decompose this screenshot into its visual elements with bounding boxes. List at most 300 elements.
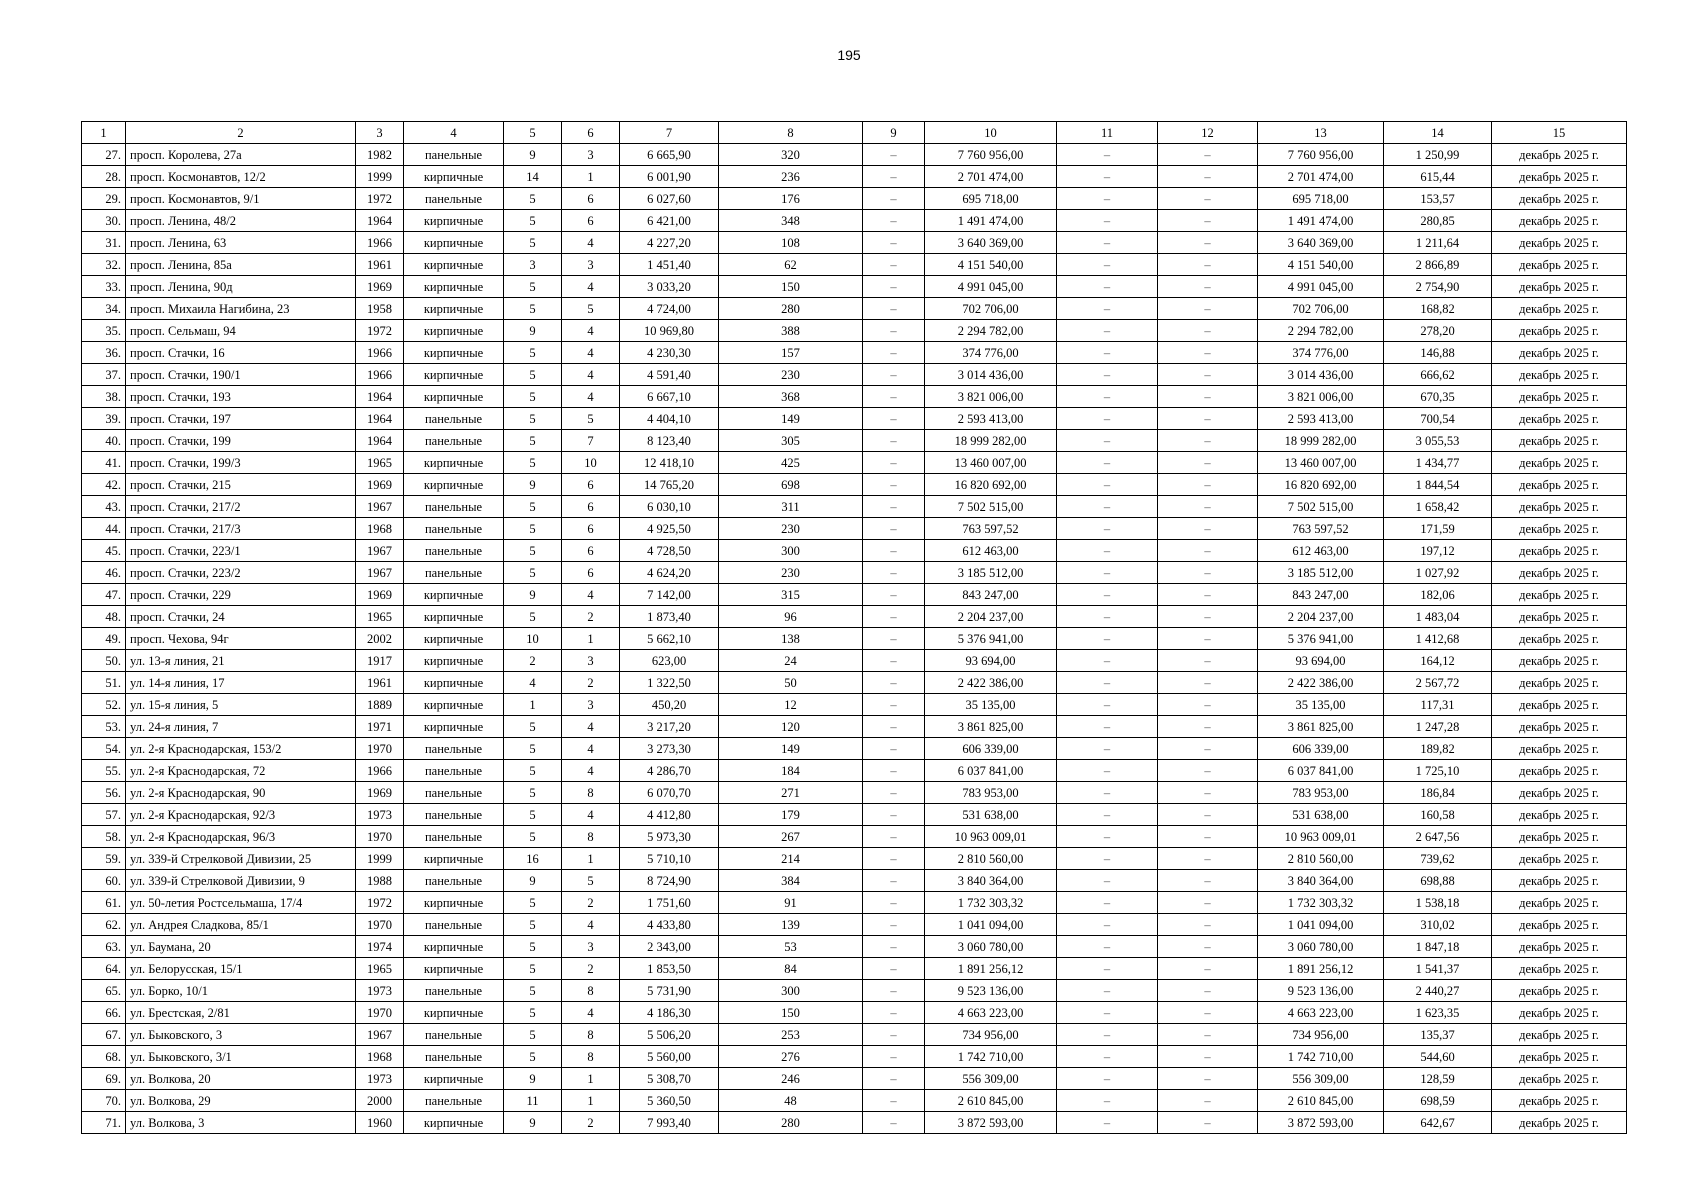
cell-entrances: 3 (562, 650, 620, 672)
cell-year-built: 1967 (356, 496, 404, 518)
header-cell: 8 (719, 122, 863, 144)
header-cell: 2 (126, 122, 356, 144)
cell-col-9: – (863, 1046, 925, 1068)
cell-entrances: 7 (562, 430, 620, 452)
cell-year-built: 1969 (356, 276, 404, 298)
cell-residents: 246 (719, 1068, 863, 1090)
cell-cost-per-sqm: 1 847,18 (1384, 936, 1492, 958)
table-row (82, 364, 1627, 386)
cell-cost-total-2: 1 891 256,12 (1258, 958, 1384, 980)
cell-cost-total-2: 18 999 282,00 (1258, 430, 1384, 452)
table-row (82, 562, 1627, 584)
cell-completion-date: декабрь 2025 г. (1492, 760, 1627, 782)
cell-cost-per-sqm: 698,59 (1384, 1090, 1492, 1112)
cell-row-number: 30. (82, 210, 126, 232)
cell-col-11: – (1057, 782, 1158, 804)
cell-col-12: – (1158, 452, 1258, 474)
table-row (82, 1112, 1627, 1134)
cell-col-9: – (863, 848, 925, 870)
header-cell: 10 (925, 122, 1057, 144)
header-cell: 13 (1258, 122, 1384, 144)
cell-entrances: 8 (562, 1046, 620, 1068)
cell-completion-date: декабрь 2025 г. (1492, 276, 1627, 298)
cell-col-12: – (1158, 408, 1258, 430)
header-cell: 12 (1158, 122, 1258, 144)
cell-floors: 5 (504, 496, 562, 518)
cell-wall-material: панельные (404, 980, 504, 1002)
cell-total-cost: 6 037 841,00 (925, 760, 1057, 782)
cell-entrances: 1 (562, 848, 620, 870)
cell-col-12: – (1158, 254, 1258, 276)
cell-cost-per-sqm: 642,67 (1384, 1112, 1492, 1134)
cell-residents: 138 (719, 628, 863, 650)
cell-cost-per-sqm: 1 027,92 (1384, 562, 1492, 584)
cell-entrances: 3 (562, 144, 620, 166)
table-row (82, 672, 1627, 694)
cell-col-11: – (1057, 298, 1158, 320)
cell-row-number: 57. (82, 804, 126, 826)
cell-residents: 300 (719, 980, 863, 1002)
cell-row-number: 51. (82, 672, 126, 694)
cell-total-cost: 2 701 474,00 (925, 166, 1057, 188)
cell-col-9: – (863, 1024, 925, 1046)
cell-cost-total-2: 9 523 136,00 (1258, 980, 1384, 1002)
cell-address: просп. Чехова, 94г (126, 628, 356, 650)
cell-col-12: – (1158, 540, 1258, 562)
cell-cost-total-2: 1 491 474,00 (1258, 210, 1384, 232)
cell-wall-material: кирпичные (404, 254, 504, 276)
cell-total-area: 450,20 (620, 694, 719, 716)
cell-address: ул. 13-я линия, 21 (126, 650, 356, 672)
cell-col-9: – (863, 408, 925, 430)
cell-wall-material: кирпичные (404, 628, 504, 650)
cell-address: ул. Волкова, 20 (126, 1068, 356, 1090)
cell-total-area: 4 227,20 (620, 232, 719, 254)
cell-col-12: – (1158, 1046, 1258, 1068)
cell-cost-total-2: 2 204 237,00 (1258, 606, 1384, 628)
cell-floors: 5 (504, 738, 562, 760)
cell-col-12: – (1158, 760, 1258, 782)
cell-total-area: 12 418,10 (620, 452, 719, 474)
cell-cost-per-sqm: 182,06 (1384, 584, 1492, 606)
cell-wall-material: кирпичные (404, 364, 504, 386)
cell-address: просп. Ленина, 63 (126, 232, 356, 254)
cell-address: просп. Михаила Нагибина, 23 (126, 298, 356, 320)
cell-row-number: 47. (82, 584, 126, 606)
cell-col-12: – (1158, 672, 1258, 694)
cell-completion-date: декабрь 2025 г. (1492, 1002, 1627, 1024)
cell-floors: 11 (504, 1090, 562, 1112)
cell-cost-per-sqm: 1 844,54 (1384, 474, 1492, 496)
cell-completion-date: декабрь 2025 г. (1492, 936, 1627, 958)
cell-completion-date: декабрь 2025 г. (1492, 694, 1627, 716)
cell-floors: 5 (504, 364, 562, 386)
cell-entrances: 6 (562, 540, 620, 562)
cell-address: ул. 2-я Краснодарская, 90 (126, 782, 356, 804)
table-row (82, 166, 1627, 188)
cell-col-12: – (1158, 1090, 1258, 1112)
cell-wall-material: панельные (404, 144, 504, 166)
cell-col-9: – (863, 914, 925, 936)
cell-year-built: 1964 (356, 430, 404, 452)
cell-completion-date: декабрь 2025 г. (1492, 826, 1627, 848)
cell-col-9: – (863, 958, 925, 980)
table-row (82, 210, 1627, 232)
cell-residents: 176 (719, 188, 863, 210)
cell-year-built: 1961 (356, 254, 404, 276)
cell-year-built: 1970 (356, 914, 404, 936)
cell-entrances: 8 (562, 826, 620, 848)
cell-total-cost: 702 706,00 (925, 298, 1057, 320)
cell-year-built: 1969 (356, 584, 404, 606)
cell-col-12: – (1158, 474, 1258, 496)
cell-residents: 139 (719, 914, 863, 936)
cell-col-12: – (1158, 782, 1258, 804)
cell-total-cost: 695 718,00 (925, 188, 1057, 210)
cell-col-12: – (1158, 496, 1258, 518)
cell-wall-material: кирпичные (404, 650, 504, 672)
cell-col-9: – (863, 650, 925, 672)
cell-completion-date: декабрь 2025 г. (1492, 980, 1627, 1002)
cell-col-11: – (1057, 408, 1158, 430)
cell-year-built: 1982 (356, 144, 404, 166)
cell-total-cost: 18 999 282,00 (925, 430, 1057, 452)
cell-completion-date: декабрь 2025 г. (1492, 606, 1627, 628)
cell-entrances: 6 (562, 474, 620, 496)
cell-col-11: – (1057, 628, 1158, 650)
cell-cost-total-2: 2 610 845,00 (1258, 1090, 1384, 1112)
cell-address: просп. Стачки, 229 (126, 584, 356, 606)
cell-entrances: 4 (562, 584, 620, 606)
cell-residents: 276 (719, 1046, 863, 1068)
cell-row-number: 37. (82, 364, 126, 386)
cell-col-9: – (863, 1090, 925, 1112)
table-row (82, 342, 1627, 364)
table-row (82, 738, 1627, 760)
cell-total-area: 6 001,90 (620, 166, 719, 188)
cell-cost-per-sqm: 1 247,28 (1384, 716, 1492, 738)
cell-cost-total-2: 3 872 593,00 (1258, 1112, 1384, 1134)
cell-col-9: – (863, 892, 925, 914)
cell-cost-total-2: 2 593 413,00 (1258, 408, 1384, 430)
cell-col-11: – (1057, 672, 1158, 694)
cell-floors: 5 (504, 716, 562, 738)
cell-wall-material: панельные (404, 518, 504, 540)
cell-completion-date: декабрь 2025 г. (1492, 1112, 1627, 1134)
cell-row-number: 31. (82, 232, 126, 254)
cell-year-built: 1988 (356, 870, 404, 892)
cell-col-9: – (863, 166, 925, 188)
cell-row-number: 67. (82, 1024, 126, 1046)
cell-row-number: 32. (82, 254, 126, 276)
cell-col-12: – (1158, 738, 1258, 760)
cell-col-9: – (863, 694, 925, 716)
table-row (82, 1046, 1627, 1068)
cell-floors: 5 (504, 210, 562, 232)
cell-floors: 5 (504, 958, 562, 980)
cell-floors: 5 (504, 782, 562, 804)
cell-col-11: – (1057, 716, 1158, 738)
cell-row-number: 56. (82, 782, 126, 804)
cell-col-11: – (1057, 518, 1158, 540)
cell-floors: 5 (504, 826, 562, 848)
cell-row-number: 59. (82, 848, 126, 870)
cell-year-built: 1970 (356, 738, 404, 760)
cell-col-12: – (1158, 342, 1258, 364)
cell-col-11: – (1057, 694, 1158, 716)
cell-residents: 253 (719, 1024, 863, 1046)
cell-total-area: 1 322,50 (620, 672, 719, 694)
cell-cost-per-sqm: 280,85 (1384, 210, 1492, 232)
cell-address: ул. 2-я Краснодарская, 72 (126, 760, 356, 782)
housing-table (81, 121, 1627, 1134)
cell-cost-total-2: 734 956,00 (1258, 1024, 1384, 1046)
cell-wall-material: кирпичные (404, 1112, 504, 1134)
table-row (82, 1090, 1627, 1112)
cell-cost-total-2: 5 376 941,00 (1258, 628, 1384, 650)
cell-row-number: 45. (82, 540, 126, 562)
cell-residents: 214 (719, 848, 863, 870)
cell-col-9: – (863, 1112, 925, 1134)
cell-cost-per-sqm: 2 440,27 (1384, 980, 1492, 1002)
cell-cost-per-sqm: 2 866,89 (1384, 254, 1492, 276)
cell-col-9: – (863, 584, 925, 606)
cell-col-9: – (863, 232, 925, 254)
cell-floors: 5 (504, 276, 562, 298)
cell-cost-per-sqm: 1 658,42 (1384, 496, 1492, 518)
cell-total-cost: 734 956,00 (925, 1024, 1057, 1046)
cell-total-cost: 4 991 045,00 (925, 276, 1057, 298)
cell-row-number: 53. (82, 716, 126, 738)
cell-col-9: – (863, 540, 925, 562)
cell-address: ул. Белорусская, 15/1 (126, 958, 356, 980)
cell-floors: 5 (504, 606, 562, 628)
cell-cost-total-2: 612 463,00 (1258, 540, 1384, 562)
cell-address: ул. Быковского, 3 (126, 1024, 356, 1046)
header-cell: 7 (620, 122, 719, 144)
cell-address: просп. Ленина, 90д (126, 276, 356, 298)
cell-completion-date: декабрь 2025 г. (1492, 650, 1627, 672)
cell-total-area: 14 765,20 (620, 474, 719, 496)
cell-floors: 9 (504, 1068, 562, 1090)
cell-col-11: – (1057, 496, 1158, 518)
cell-floors: 5 (504, 1046, 562, 1068)
cell-total-area: 4 433,80 (620, 914, 719, 936)
cell-row-number: 69. (82, 1068, 126, 1090)
cell-wall-material: панельные (404, 1090, 504, 1112)
cell-col-11: – (1057, 892, 1158, 914)
table-row (82, 848, 1627, 870)
cell-floors: 5 (504, 1024, 562, 1046)
cell-residents: 280 (719, 298, 863, 320)
cell-total-area: 5 710,10 (620, 848, 719, 870)
cell-row-number: 28. (82, 166, 126, 188)
cell-col-11: – (1057, 826, 1158, 848)
table-row (82, 804, 1627, 826)
cell-floors: 5 (504, 936, 562, 958)
cell-floors: 5 (504, 980, 562, 1002)
cell-cost-total-2: 2 810 560,00 (1258, 848, 1384, 870)
cell-entrances: 5 (562, 870, 620, 892)
cell-floors: 10 (504, 628, 562, 650)
cell-residents: 149 (719, 408, 863, 430)
cell-col-12: – (1158, 320, 1258, 342)
cell-col-9: – (863, 1002, 925, 1024)
cell-row-number: 35. (82, 320, 126, 342)
cell-col-11: – (1057, 474, 1158, 496)
cell-residents: 62 (719, 254, 863, 276)
cell-col-12: – (1158, 804, 1258, 826)
cell-col-12: – (1158, 562, 1258, 584)
cell-total-area: 6 070,70 (620, 782, 719, 804)
cell-residents: 91 (719, 892, 863, 914)
cell-address: просп. Стачки, 217/3 (126, 518, 356, 540)
cell-wall-material: кирпичные (404, 848, 504, 870)
cell-year-built: 1969 (356, 474, 404, 496)
cell-col-11: – (1057, 430, 1158, 452)
cell-row-number: 52. (82, 694, 126, 716)
cell-total-area: 8 724,90 (620, 870, 719, 892)
cell-total-area: 6 667,10 (620, 386, 719, 408)
cell-col-11: – (1057, 1046, 1158, 1068)
cell-cost-per-sqm: 1 412,68 (1384, 628, 1492, 650)
cell-col-12: – (1158, 518, 1258, 540)
table-row (82, 386, 1627, 408)
table-row (82, 452, 1627, 474)
cell-col-9: – (863, 672, 925, 694)
cell-completion-date: декабрь 2025 г. (1492, 474, 1627, 496)
cell-address: просп. Ленина, 85а (126, 254, 356, 276)
cell-col-12: – (1158, 650, 1258, 672)
cell-year-built: 1917 (356, 650, 404, 672)
cell-residents: 267 (719, 826, 863, 848)
cell-col-9: – (863, 760, 925, 782)
cell-address: просп. Ленина, 48/2 (126, 210, 356, 232)
cell-wall-material: кирпичные (404, 892, 504, 914)
cell-total-cost: 3 861 825,00 (925, 716, 1057, 738)
cell-total-area: 7 993,40 (620, 1112, 719, 1134)
cell-residents: 300 (719, 540, 863, 562)
cell-year-built: 1999 (356, 166, 404, 188)
cell-cost-per-sqm: 666,62 (1384, 364, 1492, 386)
cell-year-built: 1999 (356, 848, 404, 870)
cell-col-11: – (1057, 848, 1158, 870)
cell-cost-total-2: 606 339,00 (1258, 738, 1384, 760)
cell-entrances: 4 (562, 716, 620, 738)
cell-cost-per-sqm: 1 538,18 (1384, 892, 1492, 914)
cell-residents: 230 (719, 562, 863, 584)
cell-total-cost: 4 151 540,00 (925, 254, 1057, 276)
cell-completion-date: декабрь 2025 г. (1492, 1068, 1627, 1090)
table-row (82, 232, 1627, 254)
cell-cost-total-2: 7 502 515,00 (1258, 496, 1384, 518)
cell-entrances: 2 (562, 672, 620, 694)
cell-col-9: – (863, 738, 925, 760)
cell-wall-material: кирпичные (404, 386, 504, 408)
table-row (82, 826, 1627, 848)
cell-year-built: 1958 (356, 298, 404, 320)
cell-cost-total-2: 93 694,00 (1258, 650, 1384, 672)
cell-residents: 230 (719, 518, 863, 540)
cell-completion-date: декабрь 2025 г. (1492, 496, 1627, 518)
cell-row-number: 49. (82, 628, 126, 650)
cell-col-12: – (1158, 848, 1258, 870)
cell-entrances: 2 (562, 606, 620, 628)
cell-total-area: 4 624,20 (620, 562, 719, 584)
cell-wall-material: кирпичные (404, 210, 504, 232)
cell-year-built: 1966 (356, 232, 404, 254)
cell-wall-material: панельные (404, 914, 504, 936)
cell-total-cost: 7 760 956,00 (925, 144, 1057, 166)
cell-cost-per-sqm: 1 483,04 (1384, 606, 1492, 628)
cell-cost-total-2: 2 294 782,00 (1258, 320, 1384, 342)
cell-completion-date: декабрь 2025 г. (1492, 144, 1627, 166)
cell-total-cost: 3 840 364,00 (925, 870, 1057, 892)
cell-completion-date: декабрь 2025 г. (1492, 1024, 1627, 1046)
cell-total-area: 4 728,50 (620, 540, 719, 562)
cell-completion-date: декабрь 2025 г. (1492, 782, 1627, 804)
cell-total-cost: 374 776,00 (925, 342, 1057, 364)
table-row (82, 254, 1627, 276)
cell-entrances: 2 (562, 1112, 620, 1134)
cell-total-cost: 4 663 223,00 (925, 1002, 1057, 1024)
cell-entrances: 4 (562, 320, 620, 342)
cell-col-12: – (1158, 870, 1258, 892)
cell-col-12: – (1158, 210, 1258, 232)
cell-col-11: – (1057, 870, 1158, 892)
cell-col-12: – (1158, 980, 1258, 1002)
cell-cost-total-2: 695 718,00 (1258, 188, 1384, 210)
cell-completion-date: декабрь 2025 г. (1492, 716, 1627, 738)
cell-entrances: 4 (562, 1002, 620, 1024)
cell-cost-total-2: 6 037 841,00 (1258, 760, 1384, 782)
cell-wall-material: кирпичные (404, 276, 504, 298)
cell-cost-total-2: 3 014 436,00 (1258, 364, 1384, 386)
cell-col-11: – (1057, 320, 1158, 342)
cell-residents: 315 (719, 584, 863, 606)
cell-cost-per-sqm: 310,02 (1384, 914, 1492, 936)
cell-cost-total-2: 783 953,00 (1258, 782, 1384, 804)
cell-year-built: 1966 (356, 342, 404, 364)
cell-entrances: 4 (562, 804, 620, 826)
cell-year-built: 1973 (356, 1068, 404, 1090)
cell-address: ул. 339-й Стрелковой Дивизии, 25 (126, 848, 356, 870)
cell-col-12: – (1158, 936, 1258, 958)
cell-row-number: 58. (82, 826, 126, 848)
cell-row-number: 61. (82, 892, 126, 914)
cell-completion-date: декабрь 2025 г. (1492, 1046, 1627, 1068)
cell-cost-total-2: 1 041 094,00 (1258, 914, 1384, 936)
cell-completion-date: декабрь 2025 г. (1492, 562, 1627, 584)
cell-col-11: – (1057, 1112, 1158, 1134)
cell-entrances: 3 (562, 694, 620, 716)
cell-year-built: 1966 (356, 760, 404, 782)
cell-col-11: – (1057, 342, 1158, 364)
cell-address: просп. Стачки, 193 (126, 386, 356, 408)
table-row (82, 518, 1627, 540)
cell-year-built: 1967 (356, 562, 404, 584)
table-row (82, 694, 1627, 716)
table-row (82, 540, 1627, 562)
cell-cost-per-sqm: 1 250,99 (1384, 144, 1492, 166)
cell-col-9: – (863, 144, 925, 166)
cell-completion-date: декабрь 2025 г. (1492, 320, 1627, 342)
cell-col-9: – (863, 870, 925, 892)
cell-floors: 5 (504, 562, 562, 584)
cell-total-cost: 1 041 094,00 (925, 914, 1057, 936)
cell-cost-total-2: 2 701 474,00 (1258, 166, 1384, 188)
cell-total-cost: 2 294 782,00 (925, 320, 1057, 342)
